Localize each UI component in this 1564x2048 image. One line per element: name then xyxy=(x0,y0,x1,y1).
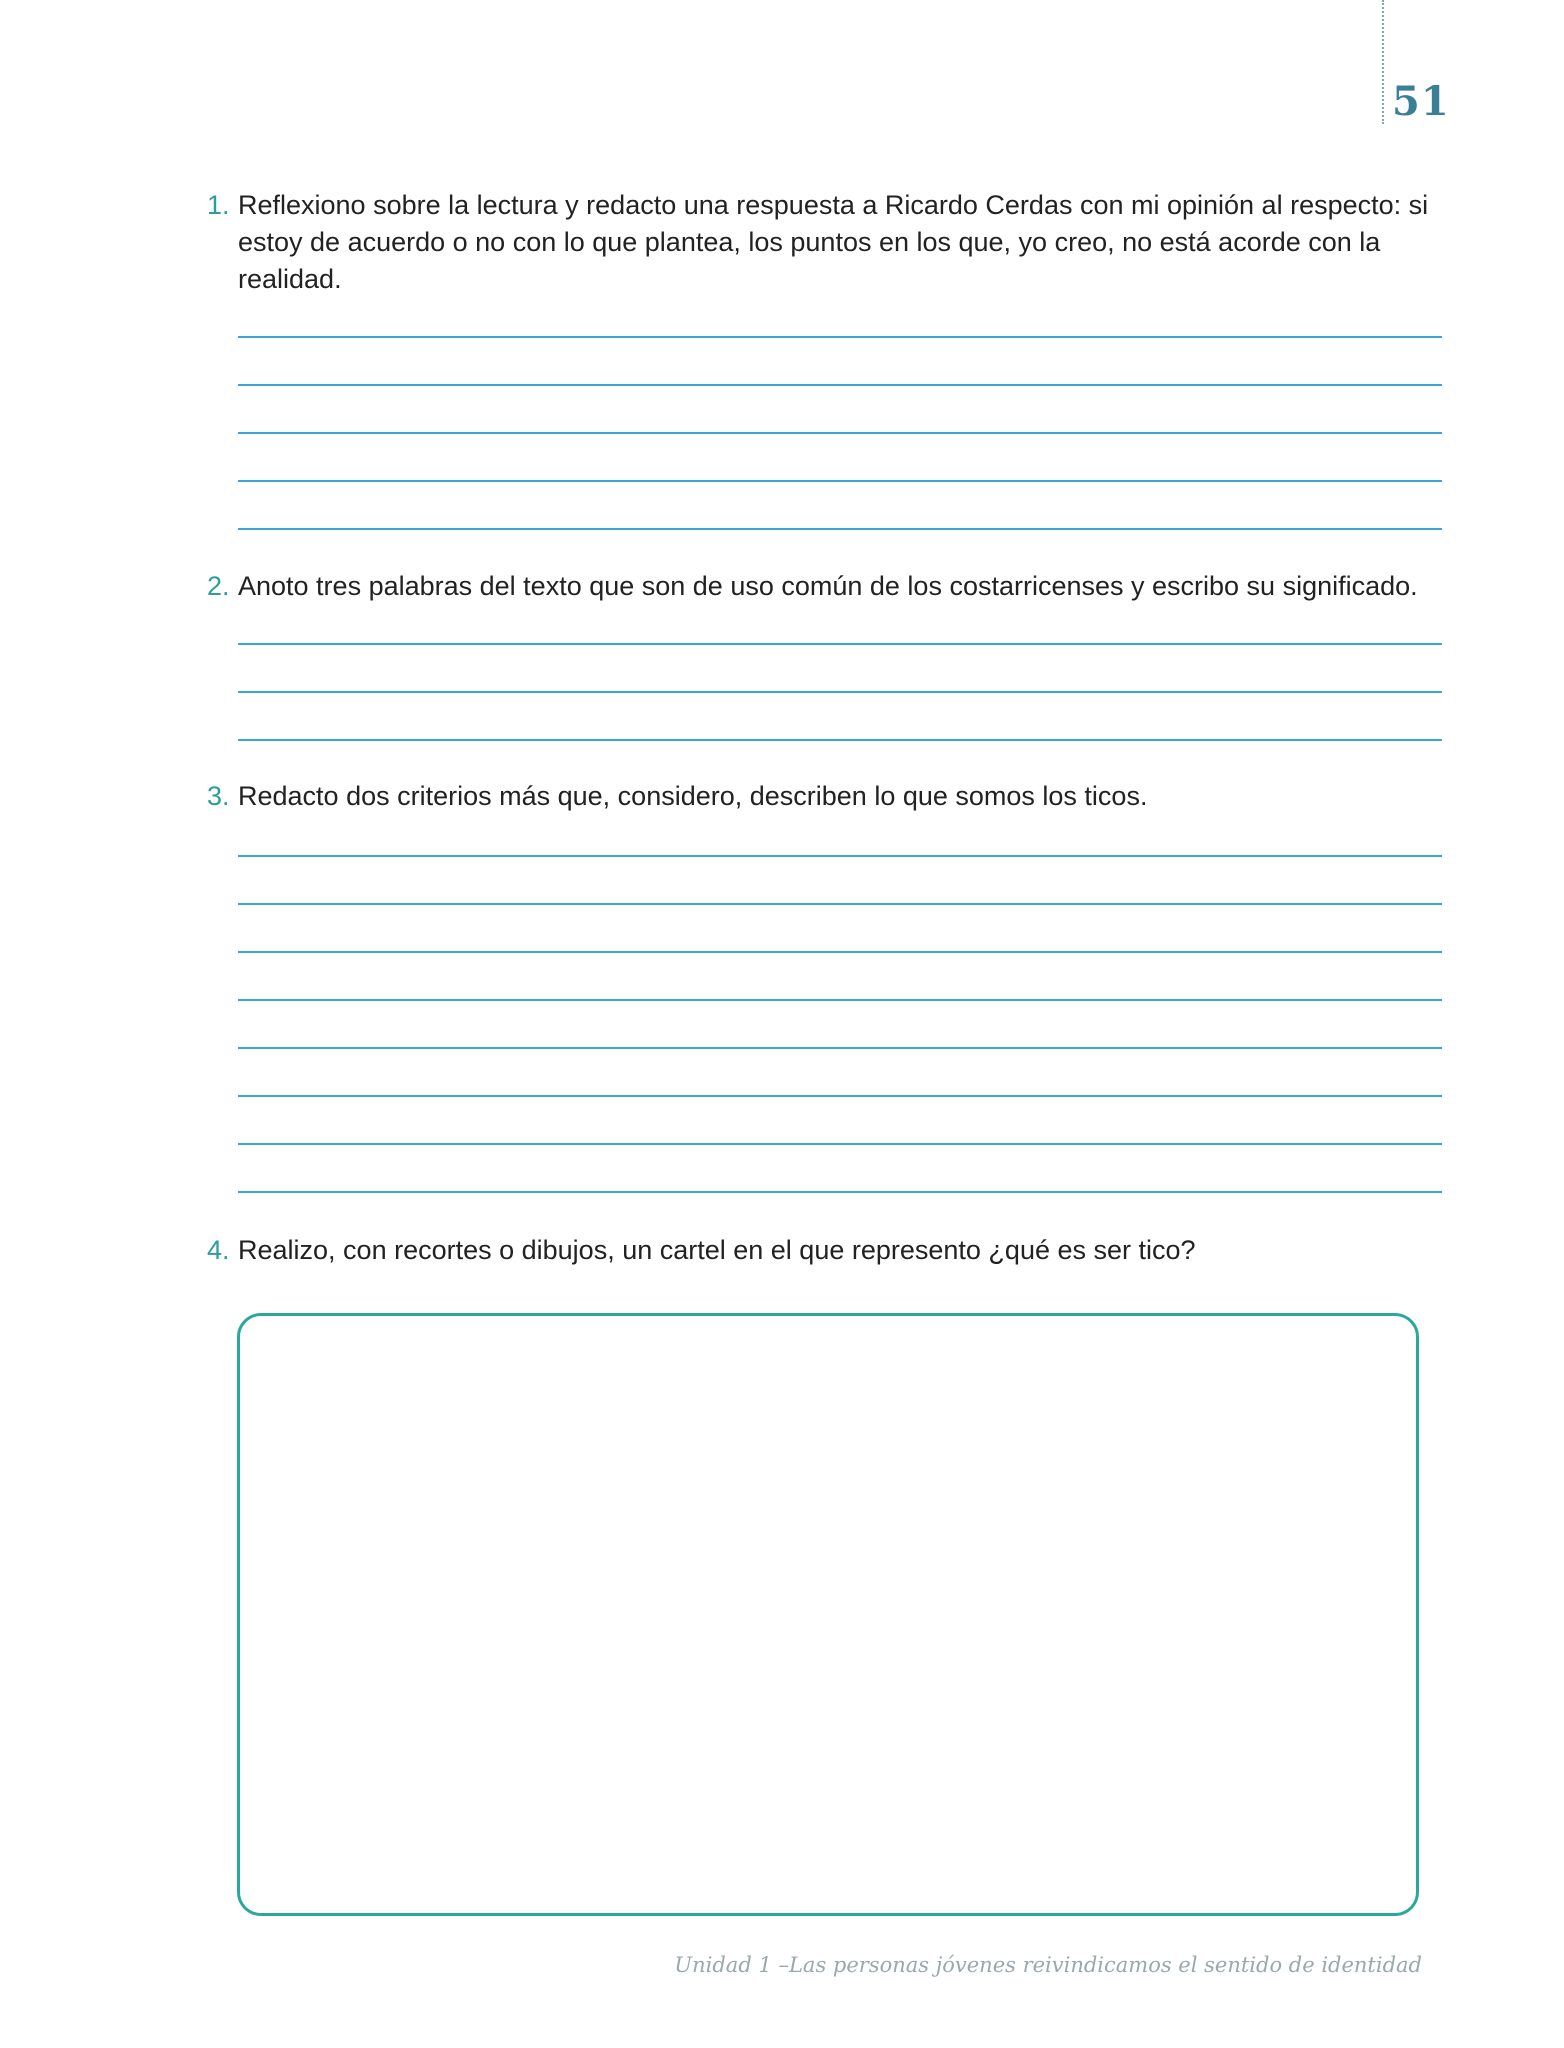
question-3 xyxy=(207,778,1447,815)
question-2 xyxy=(207,568,1447,605)
question-4 xyxy=(207,1232,1447,1269)
answer-line-q3-7[interactable] xyxy=(238,1143,1442,1145)
answer-line-q2-2[interactable] xyxy=(238,691,1442,693)
question-text: Redacto dos criterios más que, considero, describen lo que somos los ticos. xyxy=(238,781,1148,811)
answer-line-q1-3[interactable] xyxy=(238,432,1442,434)
answer-line-q3-5[interactable] xyxy=(238,1047,1442,1049)
answer-line-q2-1[interactable] xyxy=(238,643,1442,645)
page-footer: Unidad 1 –Las personas jóvenes reivindicamos el sentido de identidad xyxy=(674,1953,1422,1977)
page-number: 51 xyxy=(1392,78,1450,125)
answer-line-q3-2[interactable] xyxy=(238,903,1442,905)
question-number: 2. xyxy=(207,571,230,601)
question-text: Reflexiono sobre la lectura y redacto una respuesta a Ricardo Cerdas con mi opinión al respecto: si estoy de acuerdo o no con lo que plantea, los puntos en los que, yo creo, no está acorde con la realidad. xyxy=(238,190,1429,294)
answer-line-q3-4[interactable] xyxy=(238,999,1442,1001)
question-number: 4. xyxy=(207,1235,230,1265)
question-text: Anoto tres palabras del texto que son de uso común de los costarricenses y escribo su significado. xyxy=(238,571,1418,601)
answer-line-q3-6[interactable] xyxy=(238,1095,1442,1097)
answer-line-q1-1[interactable] xyxy=(238,336,1442,338)
answer-line-q3-1[interactable] xyxy=(238,855,1442,857)
question-number: 1. xyxy=(207,190,230,220)
question-number: 3. xyxy=(207,781,230,811)
poster-drawing-area[interactable] xyxy=(237,1313,1419,1916)
header-dotted-rule xyxy=(1382,0,1384,124)
answer-line-q1-2[interactable] xyxy=(238,384,1442,386)
question-1 xyxy=(207,187,1447,298)
answer-line-q3-3[interactable] xyxy=(238,951,1442,953)
answer-line-q1-4[interactable] xyxy=(238,480,1442,482)
answer-line-q1-5[interactable] xyxy=(238,528,1442,530)
answer-line-q3-8[interactable] xyxy=(238,1191,1442,1193)
answer-line-q2-3[interactable] xyxy=(238,739,1442,741)
question-text: Realizo, con recortes o dibujos, un cartel en el que represento ¿qué es ser tico? xyxy=(238,1235,1196,1265)
